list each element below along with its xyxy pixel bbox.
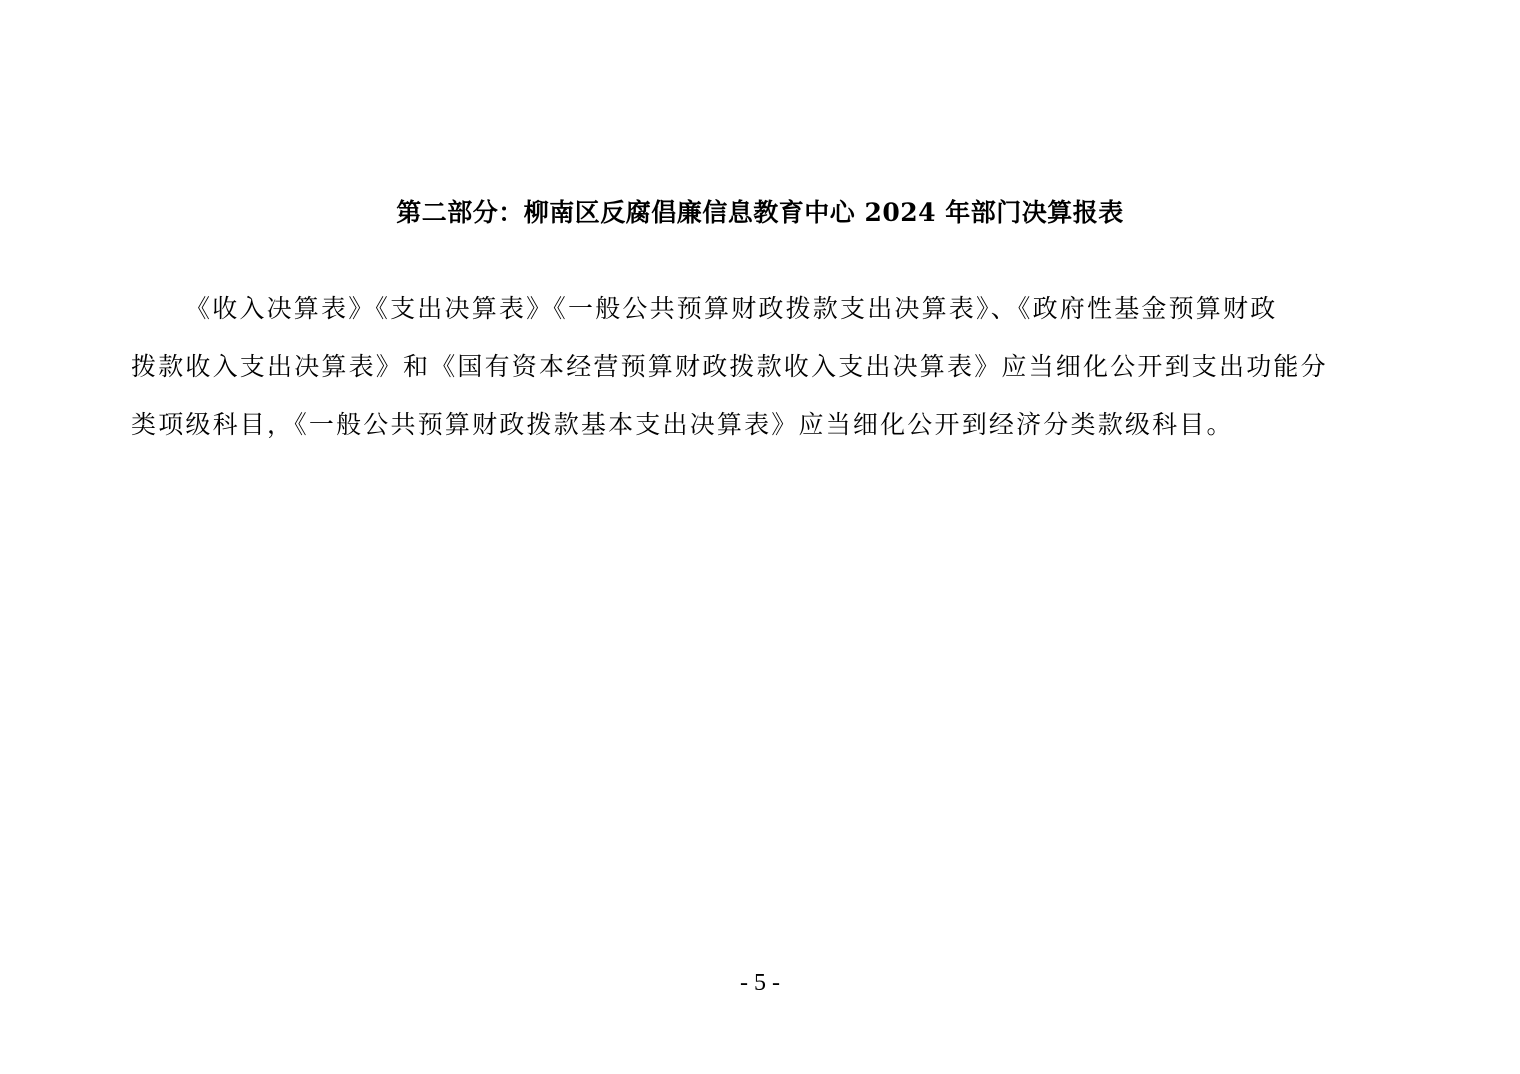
section-heading: 第二部分：柳南区反腐倡廉信息教育中心 2024 年部门决算报表 bbox=[396, 198, 1124, 227]
body-paragraph bbox=[131, 280, 1393, 454]
paragraph-line-3: 类项级科目，《一般公共预算财政拨款基本支出决算表》应当细化公开到经济分类款级科目。 bbox=[131, 410, 1234, 439]
page-number: - 5 - bbox=[740, 970, 780, 996]
paragraph-line-2: 拨款收入支出决算表》和《国有资本经营预算财政拨款收入支出决算表》应当细化公开到支出功能分 bbox=[131, 352, 1328, 381]
paragraph-line-1: 《收入决算表》《支出决算表》《一般公共预算财政拨款支出决算表》、《政府性基金预算财政 bbox=[185, 294, 1278, 323]
